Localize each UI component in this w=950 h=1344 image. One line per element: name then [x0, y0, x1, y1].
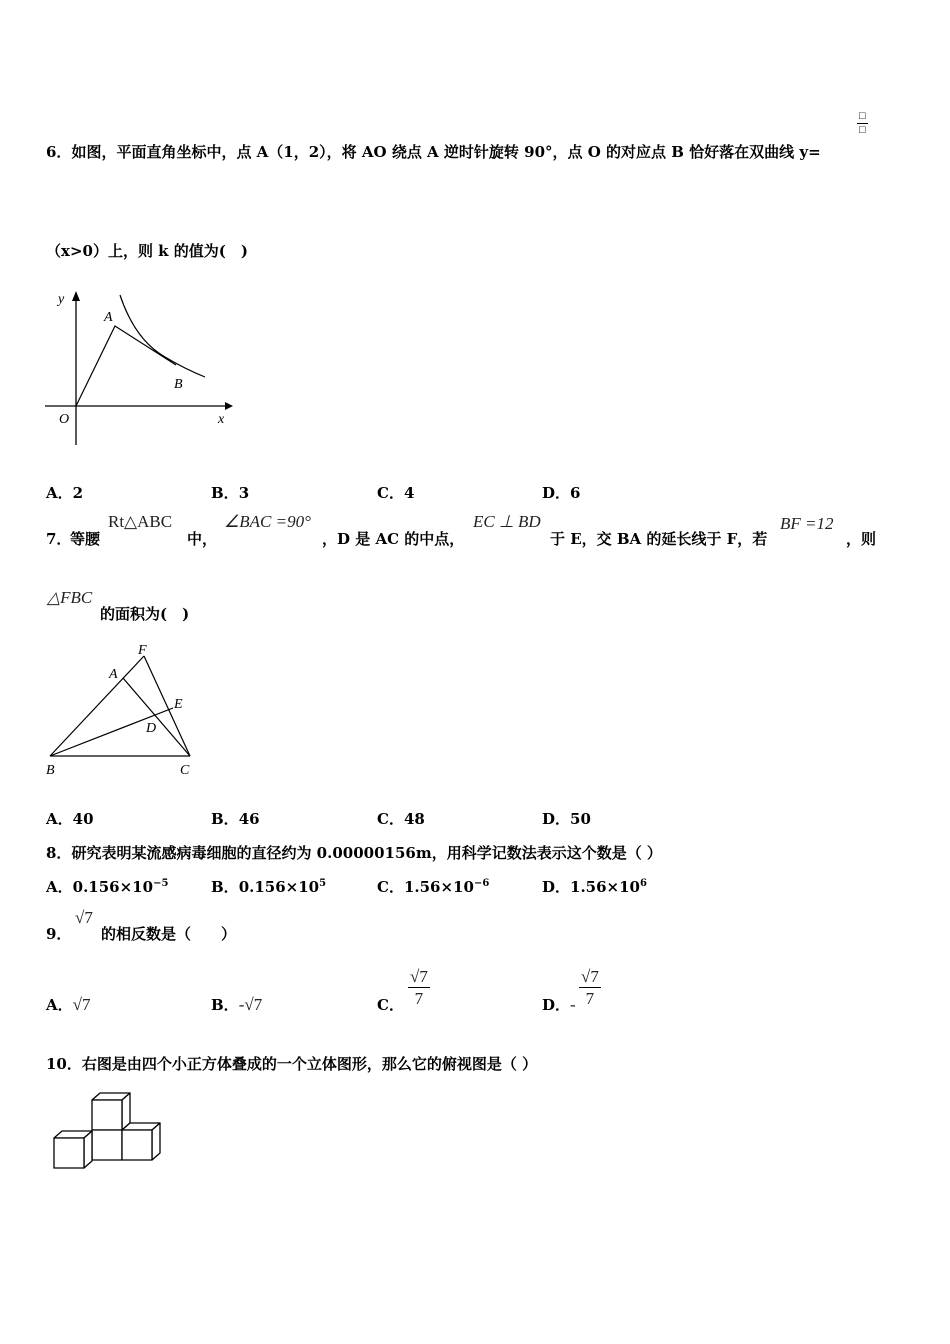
- q9-radical: √7: [75, 908, 93, 927]
- q6-line1: [46, 141, 821, 162]
- q10-text: 右图是由四个小正方体叠成的一个立体图形，那么它的俯视图是（ ）: [81, 1055, 538, 1073]
- q6-option-d: D．6: [542, 484, 581, 502]
- q7-t2: 中，: [187, 530, 218, 548]
- q7-option-d: D．50: [542, 810, 591, 828]
- q10-left-cube-side: [84, 1131, 92, 1168]
- q7-m3: EC ⊥ BD: [473, 512, 541, 531]
- q10-stem: [46, 1053, 537, 1074]
- q6-label-x: x: [218, 412, 225, 427]
- q7-t4: 于 E，交 BA 的延长线于 F，若: [550, 530, 768, 548]
- q7-option-a: A．40: [46, 810, 94, 828]
- q9-text: 的相反数是（ ）: [101, 925, 237, 943]
- q6-number: 6．: [46, 143, 72, 161]
- q6-figure: [40, 285, 240, 450]
- q10-middle-cube-front: [92, 1130, 122, 1160]
- q6-label-o: O: [59, 412, 70, 427]
- q7-t3: ，D 是 AC 的中点，: [322, 530, 465, 548]
- q7-label-a: A: [109, 667, 118, 682]
- q7-label-b: B: [46, 763, 55, 778]
- q9-option-d-fraction: $\frac{√7}{7}$: [581, 967, 599, 1008]
- q10-right-cube-side: [152, 1123, 160, 1160]
- q7-t6: 的面积为( ): [100, 605, 190, 623]
- q9-number: 9．: [46, 925, 72, 943]
- q6-line2: （x>0）上，则 k 的值为( ): [46, 242, 248, 260]
- q7-number: 7．: [46, 530, 72, 548]
- q6-option-a: A．2: [46, 484, 84, 502]
- q7-option-c: C．48: [377, 810, 425, 828]
- q8-text: 研究表明某流感病毒细胞的直径约为 0.00000156m，用科学记数法表示这个数是（ ）: [71, 844, 662, 862]
- q7-label-e: E: [174, 697, 183, 712]
- q7-line-BF: [50, 656, 144, 756]
- q10-cubes-figure: [48, 1090, 168, 1175]
- q9-option-c-fraction: $\frac{√7}{7}$: [410, 967, 428, 1008]
- q6-option-c: C．4: [377, 484, 415, 502]
- q7-line-AC: [123, 678, 190, 756]
- q10-right-cube-front: [122, 1130, 152, 1160]
- q8-option-a: A．$0.156\times 10^{-5}$: [46, 878, 169, 896]
- q10-number: 10．: [46, 1055, 82, 1073]
- q9-option-a: A．√7: [46, 995, 91, 1014]
- q10-top-cube-front: [92, 1100, 122, 1130]
- q6-k-fraction: [857, 110, 868, 137]
- q7-label-f: F: [138, 643, 147, 658]
- q8-option-b: B．$0.156\times 10^5$: [211, 878, 327, 896]
- q7-label-c: C: [180, 763, 190, 778]
- q7-m1: Rt△ABC: [108, 512, 173, 531]
- q7-m4: BF =12: [780, 514, 834, 533]
- q7-figure: [40, 640, 210, 780]
- q8-stem: [46, 842, 662, 863]
- q6-text-line1: 如图，平面直角坐标中，点 A（1，2），将 AO 绕点 A 逆时针旋转 90°，点 O 的对应点 B 恰好落在双曲线 y=: [71, 143, 821, 161]
- q6-option-b: B．3: [211, 484, 250, 502]
- q8-number: 8．: [46, 844, 72, 862]
- q9-option-c: C．: [377, 996, 404, 1014]
- q6-label-y: y: [58, 292, 65, 307]
- q10-left-cube-front: [54, 1138, 84, 1168]
- q6-label-a: A: [104, 310, 113, 325]
- q7-t1: 等腰: [70, 530, 101, 548]
- q7-t5: ，则: [846, 530, 877, 548]
- q7-m2: ∠BAC =90°: [224, 512, 311, 531]
- q9-option-b: B．-√7: [211, 995, 263, 1014]
- q6-frac-top: □: [859, 110, 866, 122]
- q6-label-b: B: [174, 377, 183, 392]
- q7-label-d: D: [146, 721, 157, 736]
- q6-frac-bottom: □: [859, 124, 866, 136]
- q7-line-FC: [144, 656, 190, 756]
- q7-m5: △FBC: [47, 588, 93, 607]
- q8-option-c: C．$1.56\times 10^{-6}$: [377, 878, 490, 896]
- q8-option-d: D．$1.56\times 10^6$: [542, 878, 647, 896]
- q7-option-b: B．46: [211, 810, 260, 828]
- q9-option-d: D．-: [542, 995, 576, 1014]
